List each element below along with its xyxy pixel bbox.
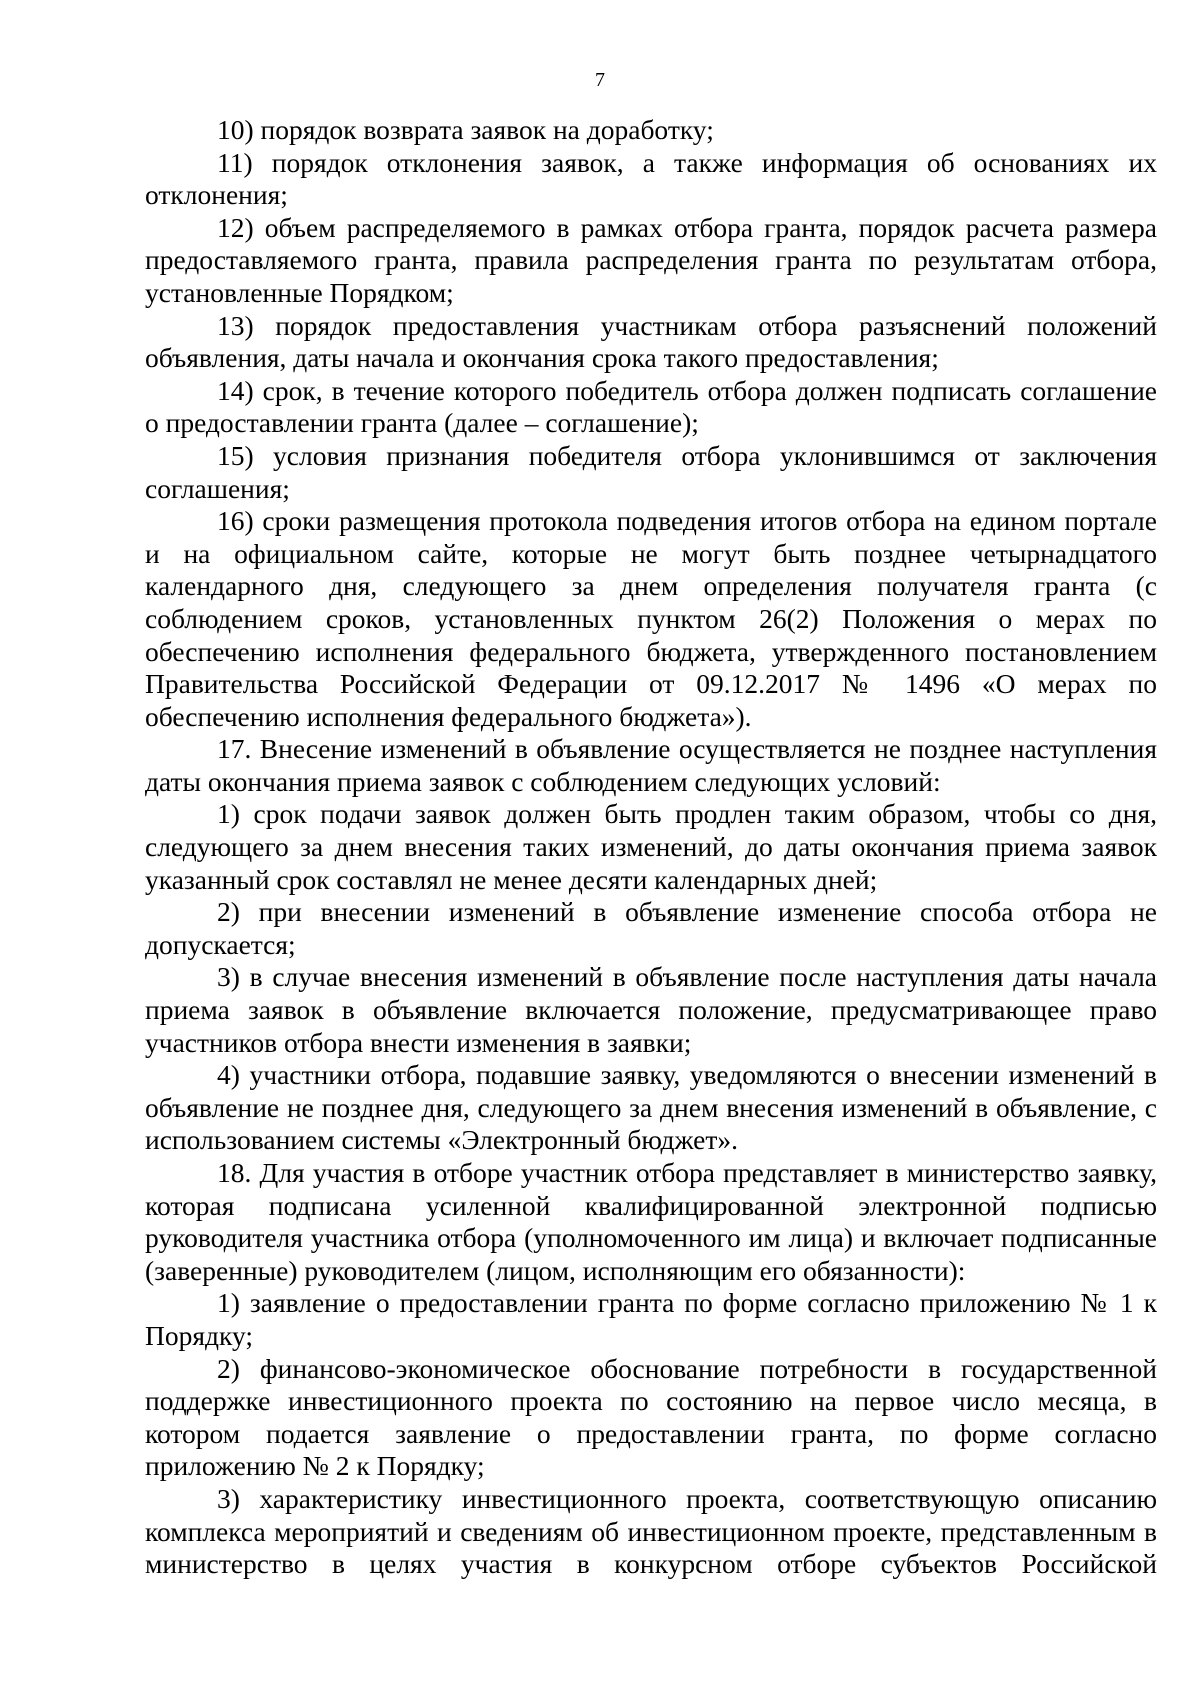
paragraph-clause-17-item-2: 2) при внесении изменений в объявление изменение способа отбора не допускается; bbox=[145, 896, 1157, 960]
paragraph-item-11: 11) порядок отклонения заявок, а также информация об основаниях их отклонения; bbox=[145, 146, 1157, 211]
page-number: 7 bbox=[595, 69, 605, 91]
paragraph-item-10: 10) порядок возврата заявок на доработку; bbox=[217, 114, 714, 145]
paragraph-item-16: 16) сроки размещения протокола подведения итогов отбора на едином портале и на официальном сайте, которые не могут быть позднее четырнадцатого календарного дня, следующего за днем определения получателя гранта (с соблюдением сроков, установленных пунктом 26(2) Положения о мерах по обеспечению исполнения федерального бюджета, утвержденного постановлением Правительства Российской Федерации от 09.12.2017 № 1496 «О мерах по обеспечению исполнения федерального бюджета»). bbox=[145, 505, 1157, 732]
paragraph-clause-18-item-3: 3) характеристику инвестиционного проекта, соответствующую описанию комплекса мероприятий и сведениям об инвестиционном проекте, представленным в министерство в целях участия в конкурсном отборе субъектов Российской bbox=[145, 1482, 1157, 1580]
paragraph-clause-17-item-1: 1) срок подачи заявок должен быть продлен таким образом, чтобы со дня, следующего за днем внесения таких изменений, до даты окончания приема заявок указанный срок составлял не менее десяти календарных дней; bbox=[145, 798, 1157, 895]
paragraph-clause-18-item-2: 2) финансово-экономическое обоснование потребности в государственной поддержке инвестиционного проекта по состоянию на первое число месяца, в котором подается заявление о предоставлении гранта, по форме согласно приложению № 2 к Порядку; bbox=[145, 1352, 1157, 1482]
paragraph-clause-17-item-3: 3) в случае внесения изменений в объявление после наступления даты начала приема заявок в объявление включается положение, предусматривающее право участников отбора внести изменения в заявки; bbox=[145, 961, 1157, 1058]
paragraph-item-15: 15) условия признания победителя отбора уклонившимся от заключения соглашения; bbox=[145, 439, 1157, 504]
paragraph-item-13: 13) порядок предоставления участникам отбора разъяснений положений объявления, даты начала и окончания срока такого предоставления; bbox=[145, 309, 1157, 374]
paragraph-item-14: 14) срок, в течение которого победитель отбора должен подписать соглашение о предоставлении гранта (далее – соглашение); bbox=[145, 374, 1157, 439]
paragraph-clause-17-item-4: 4) участники отбора, подавшие заявку, уведомляются о внесении изменений в объявление не позднее дня, следующего за днем внесения изменений в объявление, с использованием системы «Электронный бюджет». bbox=[145, 1059, 1157, 1156]
document-body bbox=[145, 114, 1157, 1581]
paragraph-clause-18-item-1: 1) заявление о предоставлении гранта по форме согласно приложению № 1 к Порядку; bbox=[145, 1287, 1157, 1351]
paragraph-clause-18: 18. Для участия в отборе участник отбора представляет в министерство заявку, которая подписана усиленной квалифицированной электронной подписью руководителя участника отбора (уполномоченного им лица) и включает подписанные (заверенные) руководителем (лицом, исполняющим его обязанности): bbox=[145, 1157, 1157, 1286]
paragraph-clause-17: 17. Внесение изменений в объявление осуществляется не позднее наступления даты окончания приема заявок с соблюдением следующих условий: bbox=[145, 733, 1157, 797]
paragraph-item-12: 12) объем распределяемого в рамках отбора гранта, порядок расчета размера предоставляемого гранта, правила распределения гранта по результатам отбора, установленные Порядком; bbox=[145, 211, 1157, 308]
